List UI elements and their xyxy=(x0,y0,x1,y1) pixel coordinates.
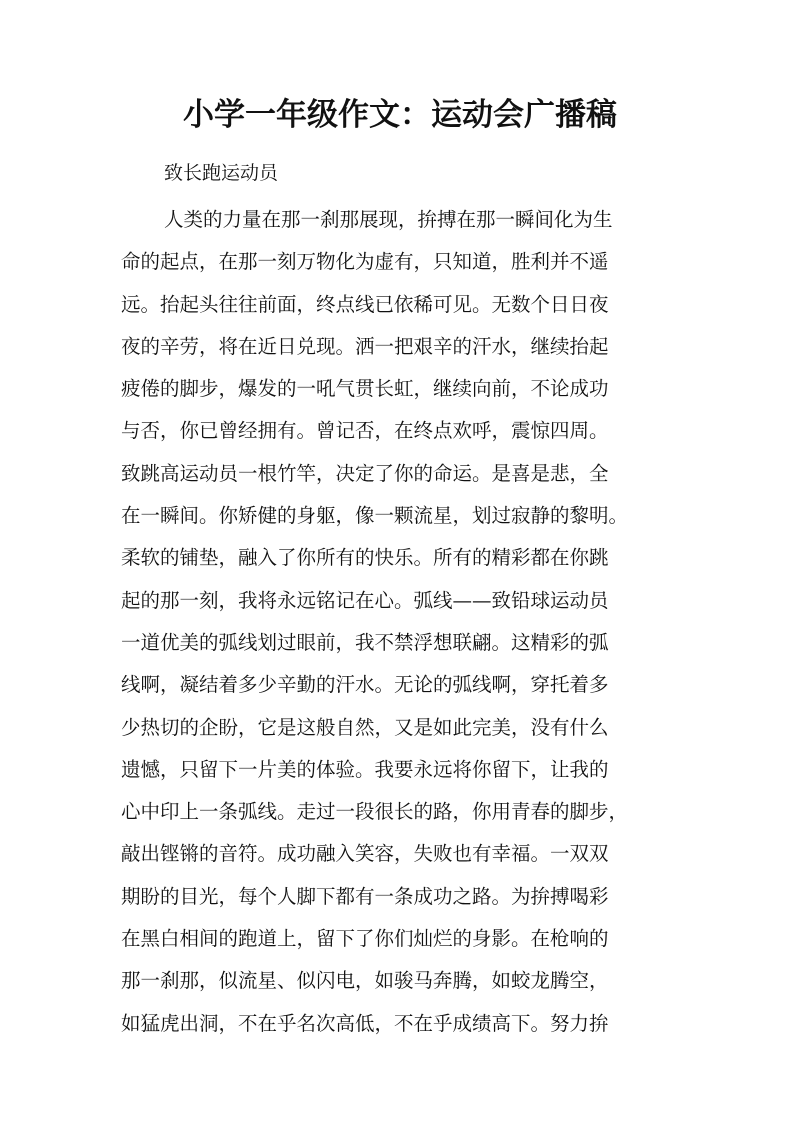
article-body xyxy=(121,199,681,1045)
text-line: 起的那一刻，我将永远铭记在心。弧线——致铅球运动员 xyxy=(121,588,609,612)
text-line: 夜的辛劳，将在近日兑现。洒一把艰辛的汗水，继续抬起 xyxy=(121,334,609,358)
text-line: 一道优美的弧线划过眼前，我不禁浮想联翩。这精彩的弧 xyxy=(121,630,609,654)
text-line: 疲倦的脚步，爆发的一吼气贯长虹，继续向前，不论成功 xyxy=(121,377,609,401)
text-line: 远。抬起头往往前面，终点线已依稀可见。无数个日日夜 xyxy=(121,292,609,316)
text-line: 在一瞬间。你矫健的身躯，像一颗流星，划过寂静的黎明。 xyxy=(121,504,629,528)
page-title: 小学一年级作文：运动会广播稿 xyxy=(183,97,617,133)
text-line: 敲出铿锵的音符。成功融入笑容，失败也有幸福。一双双 xyxy=(121,842,609,866)
section-heading: 致长跑运动员 xyxy=(164,162,279,184)
text-line: 致跳高运动员一根竹竿，决定了你的命运。是喜是悲，全 xyxy=(121,461,609,485)
text-line: 人类的力量在那一刹那展现，拚搏在那一瞬间化为生 xyxy=(164,208,613,231)
text-line: 命的起点，在那一刻万物化为虚有，只知道，胜利并不遥 xyxy=(121,250,609,274)
text-line: 遗憾，只留下一片美的体验。我要永远将你留下，让我的 xyxy=(121,757,609,781)
text-line: 线啊，凝结着多少辛勤的汗水。无论的弧线啊，穿托着多 xyxy=(121,673,609,697)
text-line: 心中印上一条弧线。走过一段很长的路，你用青春的脚步， xyxy=(121,800,629,824)
text-line: 期盼的目光，每个人脚下都有一条成功之路。为拚搏喝彩 xyxy=(121,884,609,908)
text-line: 少热切的企盼，它是这般自然，又是如此完美，没有什么 xyxy=(121,715,609,739)
text-line: 如猛虎出洞，不在乎名次高低，不在乎成绩高下。努力拚 xyxy=(121,1011,609,1035)
text-line: 与否，你已曾经拥有。曾记否，在终点欢呼，震惊四周。 xyxy=(121,419,609,443)
text-line: 柔软的铺垫，融入了你所有的快乐。所有的精彩都在你跳 xyxy=(121,546,609,570)
text-line: 在黑白相间的跑道上，留下了你们灿烂的身影。在枪响的 xyxy=(121,927,609,951)
text-line: 那一刹那，似流星、似闪电，如骏马奔腾，如蛟龙腾空， xyxy=(121,969,609,993)
